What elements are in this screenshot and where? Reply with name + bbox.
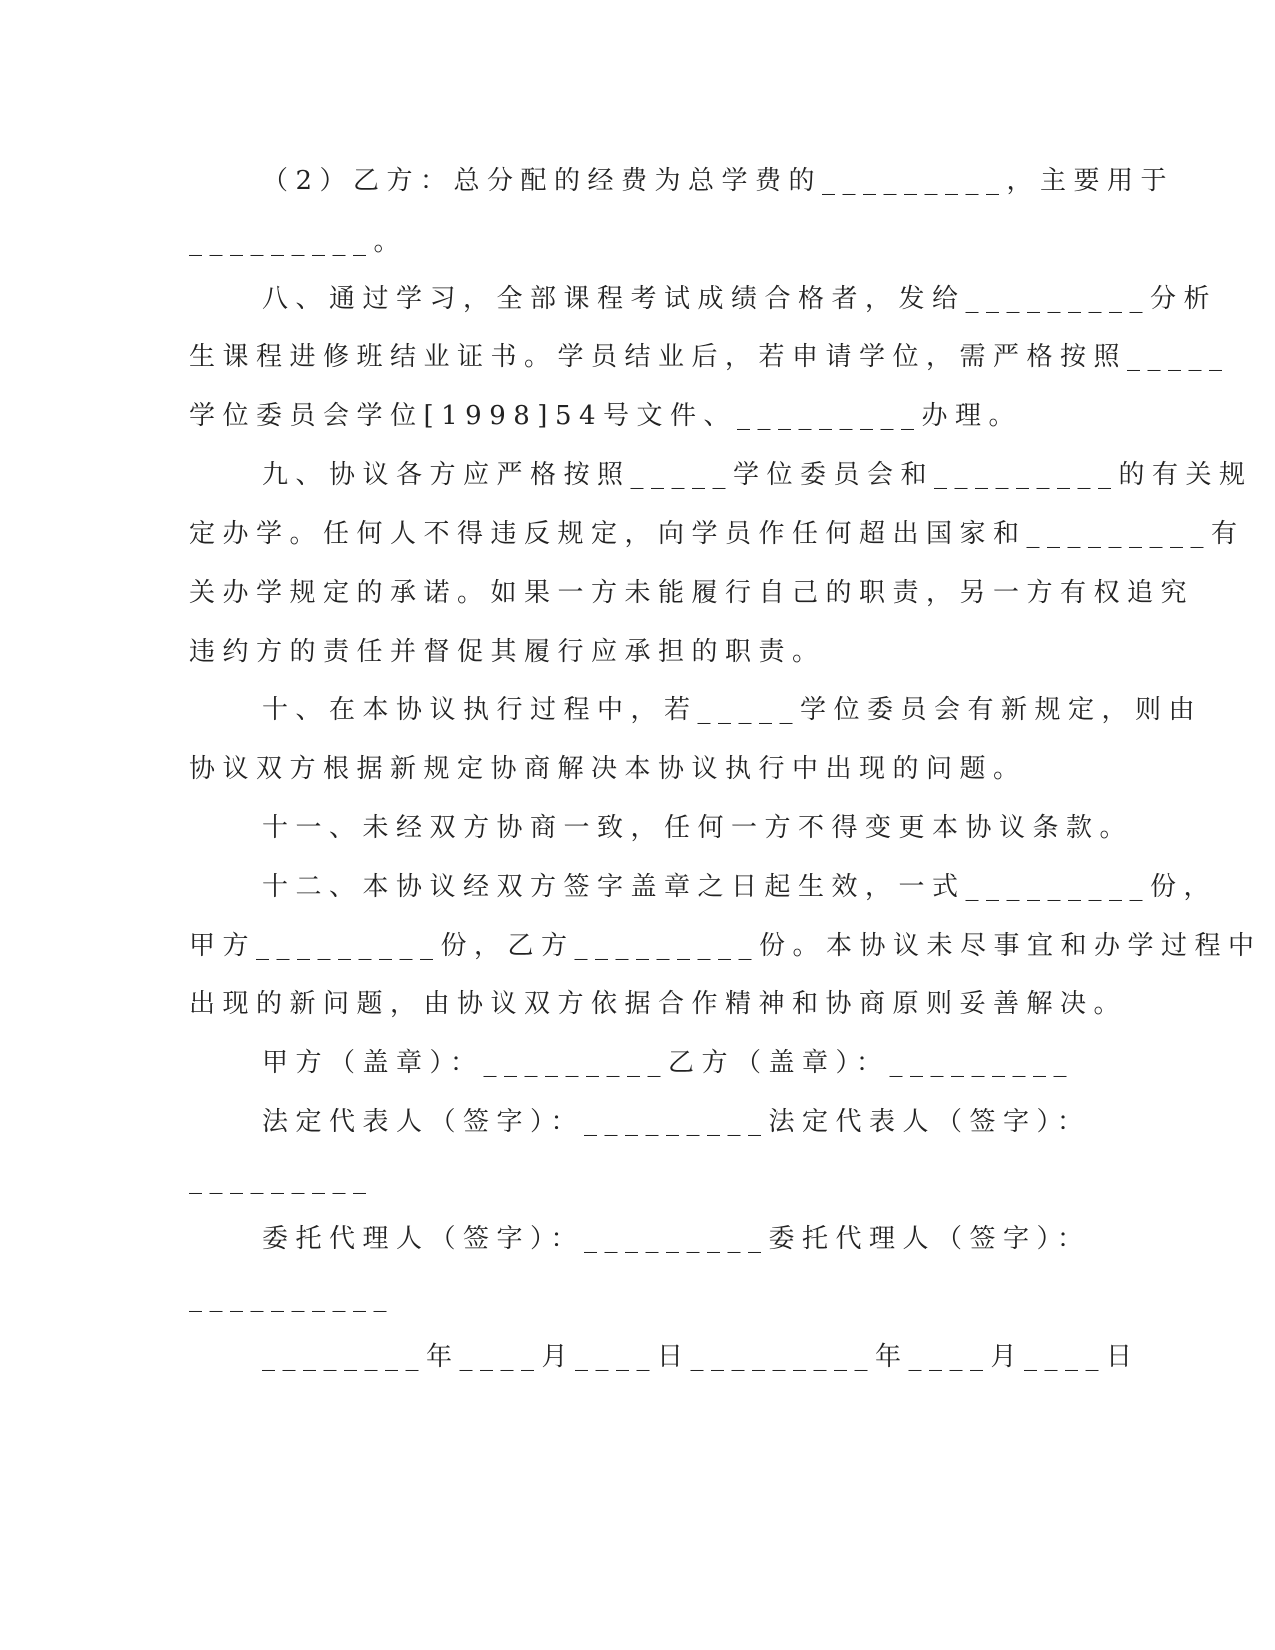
clause-12-line-2: 甲方_________份，乙方_________份。本协议未尽事宜和办学过程中 xyxy=(189,931,1262,961)
clause-11-line: 十一、未经双方协商一致，任何一方不得变更本协议条款。 xyxy=(262,813,1134,843)
agent-blank: __________ xyxy=(189,1283,394,1313)
legal-representative-line: 法定代表人（签字）：_________法定代表人（签字）： xyxy=(262,1107,1091,1137)
legal-representative-blank: _________ xyxy=(189,1165,374,1195)
clause-12-line-3: 出现的新问题，由协议双方依据合作精神和协商原则妥善解决。 xyxy=(189,989,1128,1019)
clause-9-line-3: 关办学规定的承诺。如果一方未能履行自己的职责，另一方有权追究 xyxy=(189,578,1195,608)
clause-9-line-1: 九、协议各方应严格按照_____学位委员会和_________的有关规 xyxy=(262,460,1253,490)
agent-line: 委托代理人（签字）：_________委托代理人（签字）： xyxy=(262,1224,1091,1254)
clause-12-line-1: 十二、本协议经双方签字盖章之日起生效，一式_________份， xyxy=(262,872,1218,902)
clause-10-line-2: 协议双方根据新规定协商解决本协议执行中出现的问题。 xyxy=(189,754,1027,784)
clause-7-party-b-funds-line-2: _________。 xyxy=(189,227,408,257)
clause-9-line-2: 定办学。任何人不得违反规定，向学员作任何超出国家和_________有 xyxy=(189,519,1245,549)
seal-line: 甲方（盖章）：_________乙方（盖章）：_________ xyxy=(262,1048,1075,1078)
clause-8-line-2: 生课程进修班结业证书。学员结业后，若申请学位，需严格按照_____ xyxy=(189,342,1230,372)
clause-10-line-1: 十、在本协议执行过程中，若_____学位委员会有新规定，则由 xyxy=(262,695,1203,725)
date-line: ________年____月____日_________年____月____日 xyxy=(262,1342,1140,1372)
clause-9-line-4: 违约方的责任并督促其履行应承担的职责。 xyxy=(189,637,826,667)
clause-7-party-b-funds-line-1: （2）乙方：总分配的经费为总学费的_________，主要用于 xyxy=(262,166,1175,196)
clause-8-line-1: 八、通过学习，全部课程考试成绩合格者，发给_________分析 xyxy=(262,284,1218,314)
clause-8-line-3: 学位委员会学位[1998]54号文件、_________办理。 xyxy=(189,401,1023,431)
